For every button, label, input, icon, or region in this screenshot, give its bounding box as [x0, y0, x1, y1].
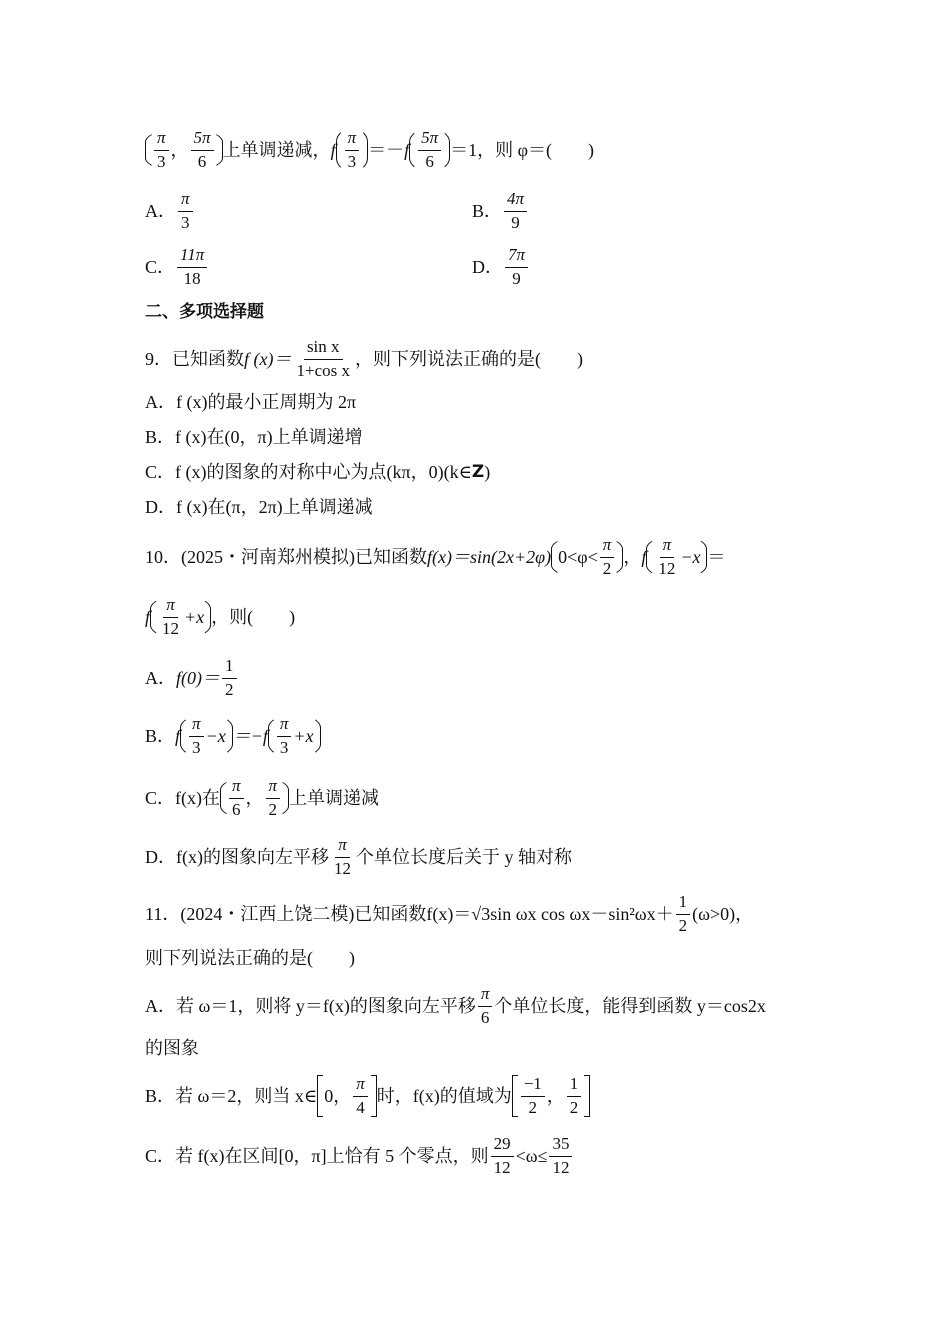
q10-option-b: B． f $\frac{\pi}{3}$ −x ＝−f $\frac{\pi}{3}$ +x: [145, 714, 810, 758]
q9-option-d: D． f (x)在(π，2π)上单调递减: [145, 497, 373, 517]
fraction: $\frac{\text{sin x}}{\text{1+cos x}}$: [296, 337, 350, 380]
q8-continuation: $\frac{\pi}{3}$ ， $\frac{5\pi}{6}$ 上单调递减， f $\frac{\pi}{3}$ ＝－ f $\frac{5\pi}{6}$ ＝1，则 φ＝( ): [145, 128, 810, 172]
paren: $\frac{\pi}{12}$ +x: [150, 595, 211, 639]
section-heading: 二、多项选择题: [145, 302, 264, 322]
q11-option-b: B． 若 ω＝2，则当 x∈ 0， $\frac{\pi}{4}$ 时，f(x)的值域为 $\frac{-1}{2}$ ， $\frac{1}{2}$: [145, 1075, 810, 1117]
q10-option-a: A． f(0)＝ $\frac{1}{2}$: [145, 657, 810, 699]
option-b: B． $\frac{4\pi}{9}$: [472, 190, 529, 232]
fraction: $\frac{1}{2}$: [567, 1075, 582, 1117]
q8-options-row1: [145, 190, 810, 232]
option-c: C．: [145, 257, 176, 278]
fraction: $\frac{\pi}{3}$: [154, 129, 169, 171]
q11-option-c: C． 若 f(x)在区间[0，π]上恰有 5 个零点，则 $\frac{29}{12}$ <ω≤ $\frac{35}{12}$: [145, 1135, 810, 1177]
fraction: $\frac{1}{2}$: [676, 893, 691, 935]
paren: $\frac{\pi}{3}$ −x: [180, 714, 233, 758]
paren: [409, 128, 450, 172]
question-10-cont: f $\frac{\pi}{12}$ +x ，则( ): [145, 595, 296, 638]
interval-paren: $\frac{\pi}{3}$ ， $\frac{5\pi}{6}$: [145, 128, 223, 172]
paren: $\frac{\pi}{3}$ +x: [268, 714, 321, 758]
fraction: $\frac{\pi}{2}$: [266, 777, 281, 819]
fraction: $\frac{\pi}{12}$: [162, 595, 180, 638]
fraction: $\frac{\pi}{12}$: [658, 535, 676, 578]
fraction: $\frac{\pi}{6}$: [478, 985, 493, 1027]
fraction: $\frac{-1}{2}$: [521, 1075, 545, 1117]
option-d: D． $\frac{7\pi}{9}$: [472, 246, 530, 288]
fraction: $\frac{\pi}{3}$: [178, 190, 193, 232]
fraction: $\frac{5\pi}{6}$: [418, 129, 441, 171]
q8-options-row2: [145, 246, 810, 288]
option-a: A．: [145, 201, 176, 222]
q11-option-a: A． 若 ω＝1，则将 y＝f(x)的图象向左平移 $\frac{\pi}{6}$ 个单位长度，能得到函数 y＝cos2x: [145, 984, 766, 1027]
fraction: $\frac{\pi}{3}$: [189, 715, 204, 757]
fraction: $\frac{35}{12}$: [549, 1135, 572, 1177]
q10-option-d: D． f(x)的图象向左平移 $\frac{\pi}{12}$ 个单位长度后关于 y 轴对称: [145, 835, 572, 878]
fraction: $\frac{\pi}{6}$: [229, 777, 244, 819]
q11-option-a-cont: 的图象: [145, 1038, 199, 1058]
q8-text: 上单调递减，: [222, 140, 331, 161]
question-11: 11．(2024・江西上饶二模)已知函数 f(x)＝√3sin ωx cos ωx－sin²ωx＋ $\frac{1}{2}$ (ω>0)，: [145, 892, 754, 935]
question-9: 9．已知函数 f (x)＝ $\frac{\text{sin x}}{\text{1+cos x}}$ ，则下列说法正确的是( ): [145, 337, 583, 380]
fraction: $\frac{5\pi}{6}$: [191, 129, 214, 171]
fraction: $\frac{\pi}{3}$: [345, 129, 360, 171]
bracket-range: $\frac{-1}{2}$ ， $\frac{1}{2}$: [512, 1075, 591, 1117]
fraction: $\frac{4\pi}{9}$: [504, 190, 527, 232]
question-11-cont: 则下列说法正确的是( ): [145, 948, 355, 968]
fraction: $\frac{11\pi}{18}$: [177, 246, 207, 288]
fraction: $\frac{1}{2}$: [222, 657, 237, 699]
fraction: $\frac{\pi}{4}$: [353, 1075, 368, 1117]
paren: $\frac{\pi}{12}$ −x: [646, 535, 707, 579]
fraction: $\frac{\pi}{2}$: [600, 536, 615, 578]
q10-option-c: C． f(x)在 $\frac{\pi}{6}$ ， $\frac{\pi}{2}$ 上单调递减: [145, 776, 380, 819]
q9-option-c: C． f (x)的图象的对称中心为点(kπ，0)(k∈ Z ): [145, 461, 491, 482]
bracket-interval: 0， $\frac{\pi}{4}$: [317, 1075, 377, 1117]
fraction: $\frac{7\pi}{9}$: [505, 246, 528, 288]
fraction: $\frac{\pi}{3}$: [277, 715, 292, 757]
paren: [336, 128, 369, 172]
fraction: $\frac{29}{12}$: [491, 1135, 514, 1177]
q9-option-a: A． f (x)的最小正周期为 2π: [145, 392, 357, 412]
question-10: 10．(2025・河南郑州模拟)已知函数 f(x)＝sin(2x+2φ) 0<φ< $\frac{\pi}{2}$ ， f $\frac{\pi}{12}$ −x ＝: [145, 535, 726, 578]
q9-option-b: B． f (x)在(0，π)上单调递增: [145, 427, 363, 447]
paren: $\frac{\pi}{6}$ ， $\frac{\pi}{2}$: [220, 776, 289, 820]
fraction: $\frac{\pi}{12}$: [333, 835, 351, 878]
paren: 0<φ< $\frac{\pi}{2}$: [551, 535, 623, 579]
